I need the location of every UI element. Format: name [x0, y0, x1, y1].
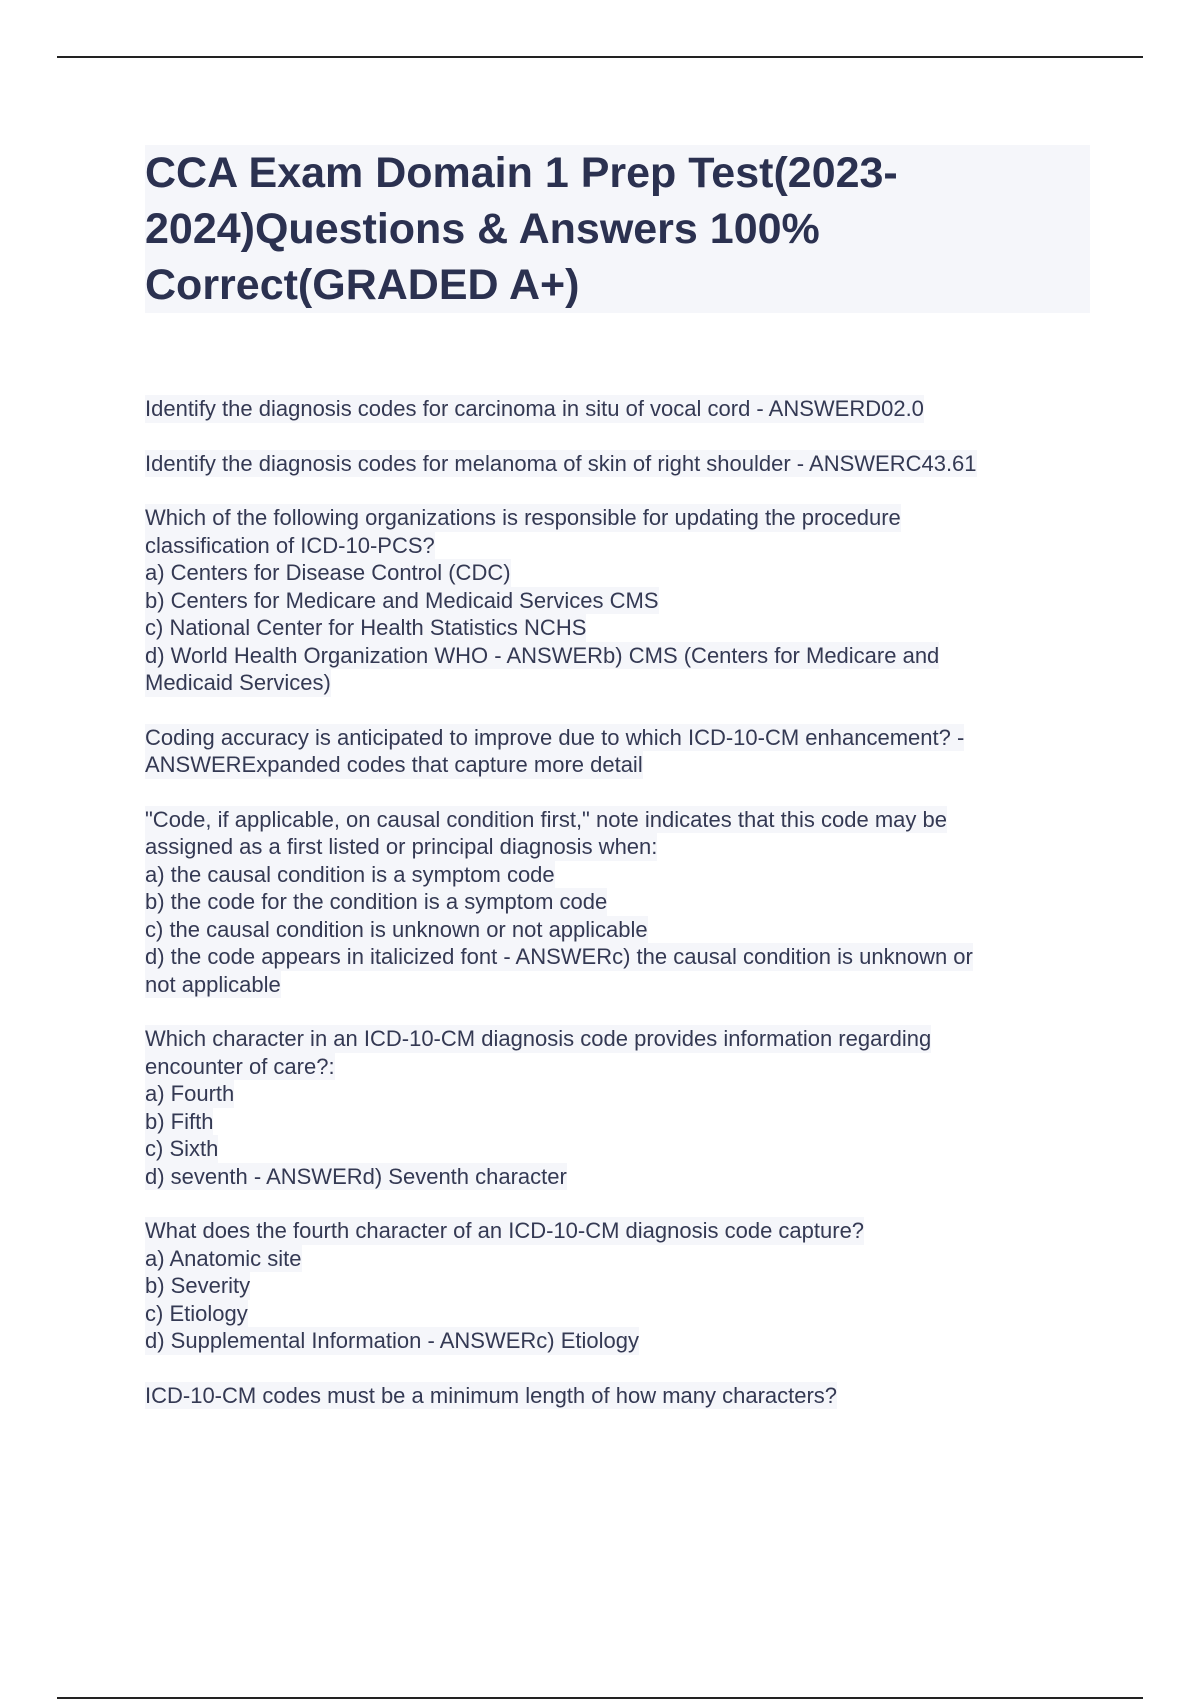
qa-line: classification of ICD-10-PCS?: [145, 532, 435, 558]
qa-line: d) seventh - ANSWERd) Seventh character: [145, 1163, 567, 1189]
qa-line: a) Centers for Disease Control (CDC): [145, 560, 511, 585]
qa-line: Which of the following organizations is responsible for updating the procedure: [145, 505, 901, 530]
qa-line: Identify the diagnosis codes for carcinoma in situ of vocal cord - ANSWERD02.0: [145, 396, 924, 421]
qa-line: Identify the diagnosis codes for melanoma of skin of right shoulder - ANSWERC43.61: [145, 450, 977, 476]
qa-line: c) Etiology: [145, 1300, 248, 1326]
title-line: CCA Exam Domain 1 Prep Test(2023-: [145, 149, 898, 197]
qa-line: d) the code appears in italicized font - ANSWERc) the causal condition is unknown or: [145, 944, 973, 969]
qa-line: Medicaid Services): [145, 670, 331, 695]
qa-item: [145, 1382, 1075, 1410]
qa-line: a) the causal condition is a symptom code: [145, 861, 555, 887]
qa-line: c) Sixth: [145, 1136, 219, 1161]
document-title: [145, 145, 1090, 313]
qa-line: encounter of care?:: [145, 1053, 335, 1079]
qa-line: Coding accuracy is anticipated to improve due to which ICD-10-CM enhancement? -: [145, 724, 965, 750]
qa-line: d) Supplemental Information - ANSWERc) Etiology: [145, 1328, 639, 1353]
qa-item: [145, 1217, 1075, 1355]
qa-line: assigned as a first listed or principal diagnosis when:: [145, 834, 658, 859]
qa-line: b) Fifth: [145, 1108, 214, 1134]
qa-line: b) the code for the condition is a symptom code: [145, 889, 608, 914]
qa-line: "Code, if applicable, on causal condition first," note indicates that this code may be: [145, 806, 947, 832]
qa-line: d) World Health Organization WHO - ANSWERb) CMS (Centers for Medicare and: [145, 642, 940, 668]
qa-line: ANSWERExpanded codes that capture more detail: [145, 752, 643, 777]
qa-item: [145, 450, 1075, 478]
title-block: [145, 145, 1090, 313]
qa-item: [145, 724, 1075, 779]
title-line: 2024)Questions & Answers 100%: [145, 205, 820, 253]
bottom-rule: [57, 1697, 1143, 1699]
qa-line: Which character in an ICD-10-CM diagnosis code provides information regarding: [145, 1026, 932, 1051]
qa-line: not applicable: [145, 971, 281, 997]
qa-line: c) the causal condition is unknown or not applicable: [145, 916, 648, 942]
qa-item: [145, 806, 1075, 999]
qa-line: a) Anatomic site: [145, 1245, 302, 1271]
qa-line: c) National Center for Health Statistics NCHS: [145, 615, 587, 640]
qa-item: [145, 395, 1075, 423]
title-line: Correct(GRADED A+): [145, 261, 580, 309]
qa-line: ICD-10-CM codes must be a minimum length of how many characters?: [145, 1382, 838, 1408]
qa-line: a) Fourth: [145, 1081, 235, 1106]
top-rule: [57, 56, 1143, 58]
qa-line: b) Severity: [145, 1273, 251, 1298]
qa-item: [145, 1025, 1075, 1190]
qa-list: [145, 395, 1075, 1436]
qa-item: [145, 504, 1075, 697]
qa-line: What does the fourth character of an ICD-10-CM diagnosis code capture?: [145, 1218, 865, 1243]
qa-line: b) Centers for Medicare and Medicaid Services CMS: [145, 587, 659, 613]
